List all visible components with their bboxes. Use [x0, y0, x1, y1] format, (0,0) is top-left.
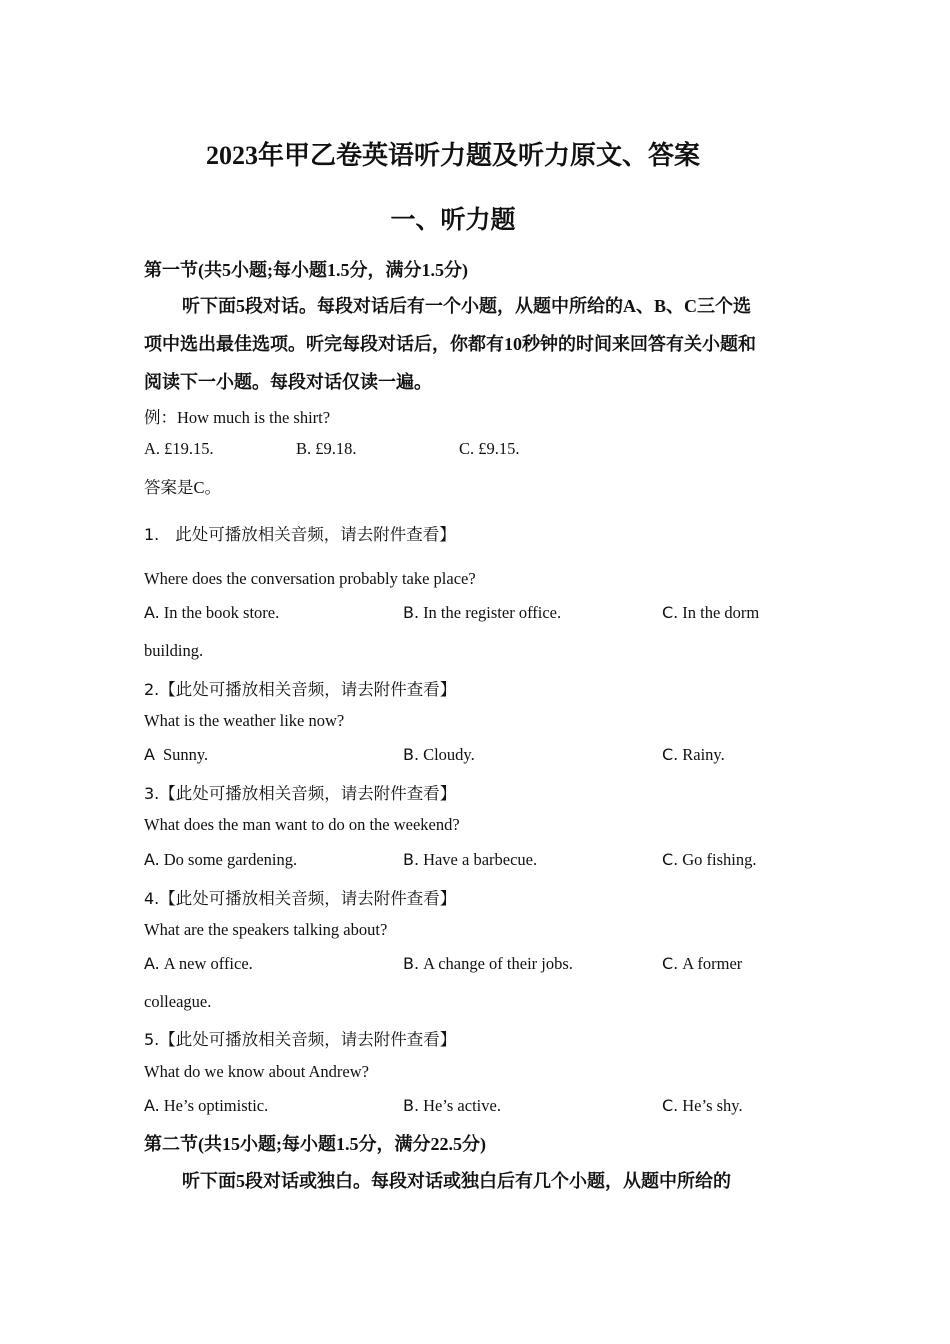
question-1-text: Where does the conversation probably take place? [144, 569, 476, 588]
section1-instruction-line-3: 阅读下一小题。每段对话仅读一遍。 [144, 372, 432, 392]
question-1-header [144, 521, 456, 545]
example-answer: 答案是C。 [144, 478, 222, 497]
question-4-option-wrap: colleague. [144, 992, 212, 1011]
audio-note: 【此处可播放相关音频，请去附件查看】 [159, 784, 457, 803]
question-3-option-a: A. Do some gardening. [144, 850, 298, 869]
question-5-header [144, 1026, 456, 1050]
question-number: 5. [144, 1030, 160, 1049]
question-3-option-b: B. Have a barbecue. [403, 850, 538, 869]
question-2-text: What is the weather like now? [144, 711, 345, 730]
question-4-option-c: C. A former [662, 954, 743, 973]
question-2-header [144, 676, 456, 700]
question-4-header [144, 885, 456, 909]
audio-note: 此处可播放相关音频，请去附件查看】 [175, 525, 456, 544]
audio-note: 【此处可播放相关音频，请去附件查看】 [159, 680, 457, 699]
section2-heading: 第二节(共15小题;每小题1.5分，满分22.5分) [144, 1134, 486, 1154]
part-heading: 一、听力题 [390, 207, 516, 234]
audio-note: 【此处可播放相关音频，请去附件查看】 [159, 1030, 457, 1049]
question-3-option-c: C. Go fishing. [662, 850, 757, 869]
question-4-text: What are the speakers talking about? [144, 920, 388, 939]
example-option-a: A. £19.15. [144, 439, 214, 458]
question-number: 1. [144, 525, 160, 544]
question-5-text: What do we know about Andrew? [144, 1062, 369, 1081]
question-4-option-b: B. A change of their jobs. [403, 954, 573, 973]
question-number: 4. [144, 889, 160, 908]
question-2-option-b: B. Cloudy. [403, 745, 475, 764]
question-2-option-a: A Sunny. [144, 745, 209, 764]
question-5-option-c: C. He’s shy. [662, 1096, 743, 1115]
example-option-b: B. £9.18. [296, 439, 357, 458]
question-5-option-b: B. He’s active. [403, 1096, 501, 1115]
document-title: 2023年甲乙卷英语听力题及听力原文、答案 [205, 141, 700, 170]
example-option-c: C. £9.15. [459, 439, 520, 458]
question-1-option-a: A. In the book store. [144, 603, 280, 622]
example-question: 例：How much is the shirt? [144, 408, 331, 427]
question-number: 2. [144, 680, 160, 699]
question-4-option-a: A. A new office. [144, 954, 253, 973]
question-2-option-c: C. Rainy. [662, 745, 725, 764]
section1-instruction-line-2: 项中选出最佳选项。听完每段对话后，你都有10秒钟的时间来回答有关小题和 [144, 334, 756, 354]
question-3-text: What does the man want to do on the weekend? [144, 815, 460, 834]
question-5-option-a: A. He’s optimistic. [144, 1096, 269, 1115]
audio-note: 【此处可播放相关音频，请去附件查看】 [159, 889, 457, 908]
question-1-option-b: B. In the register office. [403, 603, 562, 622]
section1-instruction-line-1: 听下面5段对话。每段对话后有一个小题，从题中所给的A、B、C三个选 [182, 296, 752, 316]
question-number: 3. [144, 784, 160, 803]
question-3-header [144, 780, 456, 804]
section1-heading: 第一节(共5小题;每小题1.5分，满分1.5分) [144, 260, 468, 280]
question-1-option-c: C. In the dorm [662, 603, 760, 622]
question-1-option-wrap: building. [144, 641, 204, 660]
section2-instruction-line-1: 听下面5段对话或独白。每段对话或独白后有几个小题，从题中所给的 [182, 1171, 731, 1191]
